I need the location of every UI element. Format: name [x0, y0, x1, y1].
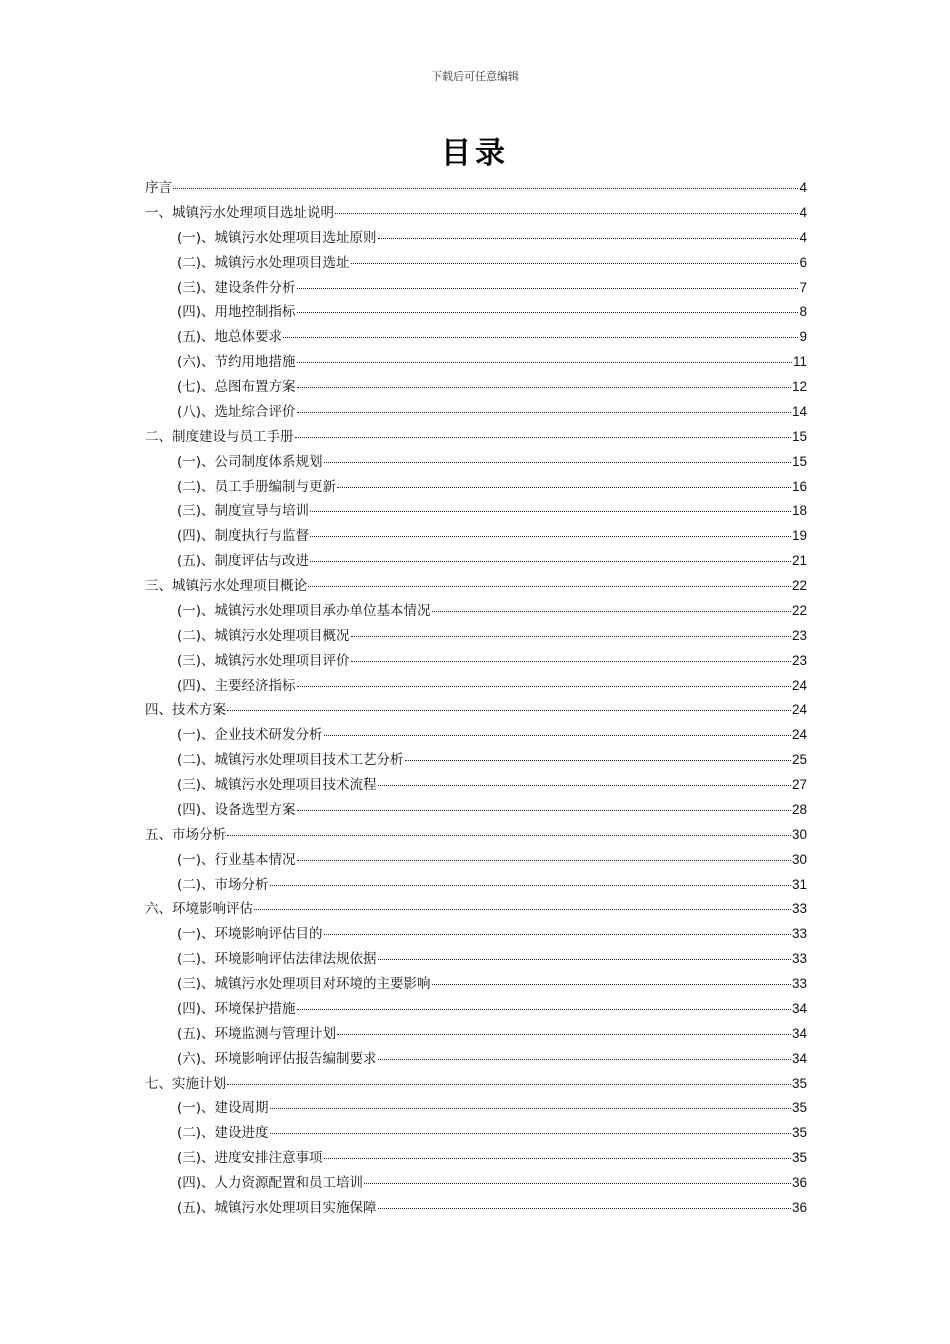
toc-entry-page-number: 30: [791, 851, 807, 867]
toc-entry-page-number: 4: [799, 229, 807, 245]
toc-dot-leader: [270, 884, 791, 886]
toc-entry-page-number: 33: [791, 976, 807, 991]
toc-dot-leader: [324, 461, 791, 463]
toc-entry[interactable]: [145, 773, 807, 798]
toc-entry-label: (八)、选址综合评价: [177, 403, 296, 420]
toc-entry-label: 一、城镇污水处理项目选址说明: [145, 204, 334, 221]
toc-entry-label: (三)、城镇污水处理项目对环境的主要影响: [177, 976, 431, 992]
toc-entry[interactable]: [145, 922, 807, 947]
toc-entry-label: (一)、环境影响评估目的: [177, 926, 323, 943]
toc-entry-page-number: 23: [791, 627, 807, 643]
toc-dot-leader: [227, 1083, 791, 1085]
toc-dot-leader: [324, 933, 791, 935]
toc-entry-label: (三)、建设条件分析: [177, 279, 296, 296]
toc-entry-page-number: 34: [791, 1025, 807, 1041]
toc-entry[interactable]: [145, 251, 807, 276]
toc-dot-leader: [364, 1182, 791, 1184]
toc-dot-leader: [432, 610, 791, 612]
toc-list: [145, 176, 807, 1221]
toc-entry-page-number: 8: [799, 304, 807, 320]
toc-entry[interactable]: [145, 624, 807, 649]
toc-entry[interactable]: [145, 748, 807, 773]
toc-entry[interactable]: [145, 972, 807, 997]
toc-dot-leader: [378, 1058, 791, 1060]
toc-dot-leader: [297, 685, 791, 687]
toc-entry-page-number: 25: [791, 752, 807, 768]
toc-dot-leader: [378, 784, 791, 786]
toc-entry-page-number: 15: [791, 428, 807, 444]
toc-dot-leader: [324, 734, 791, 736]
toc-entry-page-number: 22: [791, 578, 807, 593]
header-note: 下载后可任意编辑: [431, 70, 519, 83]
toc-entry[interactable]: [145, 1171, 807, 1196]
toc-entry-label: (三)、城镇污水处理项目技术流程: [177, 777, 377, 793]
toc-entry-label: (一)、企业技术研发分析: [177, 727, 323, 744]
toc-dot-leader: [351, 262, 799, 264]
toc-entry-page-number: 16: [791, 478, 807, 494]
toc-dot-leader: [297, 411, 791, 413]
toc-entry-page-number: 12: [791, 379, 807, 394]
toc-entry-page-number: 30: [791, 826, 807, 842]
toc-entry-label: (二)、建设进度: [177, 1125, 269, 1142]
toc-entry[interactable]: [145, 1022, 807, 1047]
toc-entry[interactable]: [145, 997, 807, 1022]
toc-entry-label: (五)、环境监测与管理计划: [177, 1025, 337, 1042]
toc-entry[interactable]: [145, 499, 807, 524]
toc-dot-leader: [310, 535, 791, 537]
toc-entry-label: 二、制度建设与员工手册: [145, 428, 294, 445]
toc-entry-label: 六、环境影响评估: [145, 901, 253, 918]
toc-entry[interactable]: [145, 475, 807, 500]
toc-entry[interactable]: [145, 873, 807, 898]
toc-entry-page-number: 24: [791, 677, 807, 693]
toc-entry-label: (四)、用地控制指标: [177, 304, 296, 321]
toc-entry[interactable]: [145, 823, 807, 848]
toc-entry-label: (二)、员工手册编制与更新: [177, 478, 337, 495]
toc-entry-label: (四)、人力资源配置和员工培训: [177, 1175, 364, 1191]
toc-entry-page-number: 22: [791, 602, 807, 618]
toc-entry-page-number: 33: [791, 901, 807, 917]
toc-entry[interactable]: [145, 798, 807, 823]
toc-entry-page-number: 34: [791, 1000, 807, 1016]
toc-dot-leader: [308, 585, 791, 587]
toc-entry-label: (四)、环境保护措施: [177, 1000, 296, 1017]
toc-entry-label: (一)、行业基本情况: [177, 851, 296, 868]
toc-dot-leader: [270, 1132, 791, 1134]
toc-entry-page-number: 9: [799, 329, 807, 345]
toc-entry[interactable]: [145, 649, 807, 674]
toc-entry-page-number: 35: [791, 1075, 807, 1091]
toc-dot-leader: [378, 237, 799, 239]
toc-entry-page-number: 33: [791, 926, 807, 942]
toc-entry-page-number: 34: [791, 1050, 807, 1066]
toc-entry-label: 序言: [145, 180, 172, 196]
toc-dot-leader: [254, 908, 791, 910]
toc-entry[interactable]: [145, 897, 807, 922]
toc-entry-page-number: 36: [791, 1199, 807, 1215]
toc-entry[interactable]: [145, 574, 807, 599]
toc-entry-page-number: 4: [799, 180, 807, 195]
toc-entry[interactable]: [145, 674, 807, 699]
toc-entry-label: (三)、进度安排注意事项: [177, 1150, 323, 1167]
toc-entry-page-number: 7: [799, 279, 807, 295]
toc-entry-label: 五、市场分析: [145, 826, 226, 843]
toc-entry-label: (五)、地总体要求: [177, 329, 283, 346]
toc-entry[interactable]: [145, 400, 807, 425]
toc-entry[interactable]: [145, 176, 807, 201]
toc-entry-label: (二)、市场分析: [177, 876, 269, 893]
toc-dot-leader: [310, 510, 791, 512]
toc-dot-leader: [283, 336, 798, 338]
toc-entry[interactable]: [145, 226, 807, 251]
toc-entry[interactable]: [145, 549, 807, 574]
toc-dot-leader: [378, 958, 791, 960]
toc-entry-page-number: 28: [791, 801, 807, 817]
toc-entry-label: 三、城镇污水处理项目概论: [145, 578, 307, 594]
toc-entry-label: (六)、节约用地措施: [177, 354, 296, 371]
toc-entry-label: (二)、城镇污水处理项目技术工艺分析: [177, 752, 404, 769]
toc-entry[interactable]: [145, 1096, 807, 1121]
toc-entry[interactable]: [145, 350, 807, 375]
toc-dot-leader: [378, 1207, 791, 1209]
toc-entry[interactable]: [145, 276, 807, 301]
toc-entry-page-number: 15: [791, 453, 807, 469]
toc-dot-leader: [297, 361, 792, 363]
toc-entry-label: (二)、城镇污水处理项目概况: [177, 627, 350, 644]
toc-entry[interactable]: [145, 1196, 807, 1221]
toc-dot-leader: [227, 709, 791, 711]
toc-dot-leader: [295, 436, 791, 438]
toc-entry-page-number: 35: [791, 1150, 807, 1166]
toc-entry-label: (四)、设备选型方案: [177, 801, 296, 818]
toc-dot-leader: [324, 1157, 791, 1159]
toc-dot-leader: [351, 660, 791, 662]
toc-entry-page-number: 4: [799, 204, 807, 220]
toc-entry-label: 四、技术方案: [145, 702, 226, 719]
toc-dot-leader: [337, 486, 791, 488]
toc-entry[interactable]: [145, 599, 807, 624]
toc-entry-label: (二)、城镇污水处理项目选址: [177, 254, 350, 271]
toc-dot-leader: [337, 1033, 791, 1035]
toc-dot-leader: [432, 983, 791, 985]
toc-entry-label: 七、实施计划: [145, 1075, 226, 1092]
toc-entry-page-number: 14: [791, 403, 807, 419]
toc-entry-page-number: 19: [791, 528, 807, 544]
toc-entry-label: (四)、制度执行与监督: [177, 528, 310, 545]
toc-entry[interactable]: [145, 698, 807, 723]
toc-entry-page-number: 24: [791, 702, 807, 718]
toc-entry-page-number: 31: [791, 876, 807, 892]
toc-entry-page-number: 23: [791, 652, 807, 668]
toc-dot-leader: [297, 1008, 791, 1010]
toc-dot-leader: [227, 834, 791, 836]
toc-entry[interactable]: [145, 1146, 807, 1171]
toc-dot-leader: [270, 1107, 791, 1109]
toc-dot-leader: [335, 212, 798, 214]
toc-entry-page-number: 27: [791, 777, 807, 792]
toc-dot-leader: [351, 635, 791, 637]
toc-entry-page-number: 24: [791, 727, 807, 743]
toc-entry-label: (二)、环境影响评估法律法规依据: [177, 951, 377, 968]
toc-entry-page-number: 33: [791, 951, 807, 967]
toc-entry[interactable]: [145, 947, 807, 972]
toc-entry-label: (七)、总图布置方案: [177, 379, 296, 395]
toc-entry[interactable]: [145, 1121, 807, 1146]
toc-dot-leader: [297, 809, 791, 811]
toc-entry-label: (一)、公司制度体系规划: [177, 453, 323, 470]
toc-entry-label: (五)、城镇污水处理项目实施保障: [177, 1199, 377, 1216]
toc-entry-label: (一)、建设周期: [177, 1100, 269, 1117]
toc-entry-page-number: 18: [791, 503, 807, 519]
toc-entry[interactable]: [145, 300, 807, 325]
toc-entry[interactable]: [145, 375, 807, 400]
toc-entry[interactable]: [145, 723, 807, 748]
toc-entry[interactable]: [145, 1072, 807, 1097]
toc-entry[interactable]: [145, 1047, 807, 1072]
toc-dot-leader: [173, 187, 798, 189]
toc-dot-leader: [297, 859, 791, 861]
toc-entry[interactable]: [145, 450, 807, 475]
toc-entry-label: (三)、城镇污水处理项目评价: [177, 652, 350, 669]
toc-entry[interactable]: [145, 848, 807, 873]
toc-entry-label: (一)、城镇污水处理项目选址原则: [177, 229, 377, 246]
toc-entry-page-number: 35: [791, 1125, 807, 1141]
toc-entry-label: (一)、城镇污水处理项目承办单位基本情况: [177, 602, 431, 619]
toc-dot-leader: [310, 560, 791, 562]
toc-entry-label: (四)、主要经济指标: [177, 677, 296, 694]
toc-entry[interactable]: [145, 325, 807, 350]
toc-entry[interactable]: [145, 524, 807, 549]
toc-entry-label: (三)、制度宣导与培训: [177, 503, 310, 520]
toc-entry-page-number: 36: [791, 1175, 807, 1190]
toc-dot-leader: [297, 311, 799, 313]
toc-entry-page-number: 21: [791, 553, 807, 569]
toc-entry-page-number: 11: [792, 354, 807, 370]
toc-entry-label: (五)、制度评估与改进: [177, 553, 310, 570]
toc-dot-leader: [405, 759, 791, 761]
toc-entry-page-number: 35: [791, 1100, 807, 1116]
page-title: 目录: [441, 136, 509, 171]
toc-dot-leader: [297, 287, 799, 289]
toc-entry-label: (六)、环境影响评估报告编制要求: [177, 1050, 377, 1067]
toc-entry-page-number: 6: [799, 254, 807, 270]
toc-entry[interactable]: [145, 425, 807, 450]
toc-dot-leader: [297, 386, 791, 388]
toc-entry[interactable]: [145, 201, 807, 226]
